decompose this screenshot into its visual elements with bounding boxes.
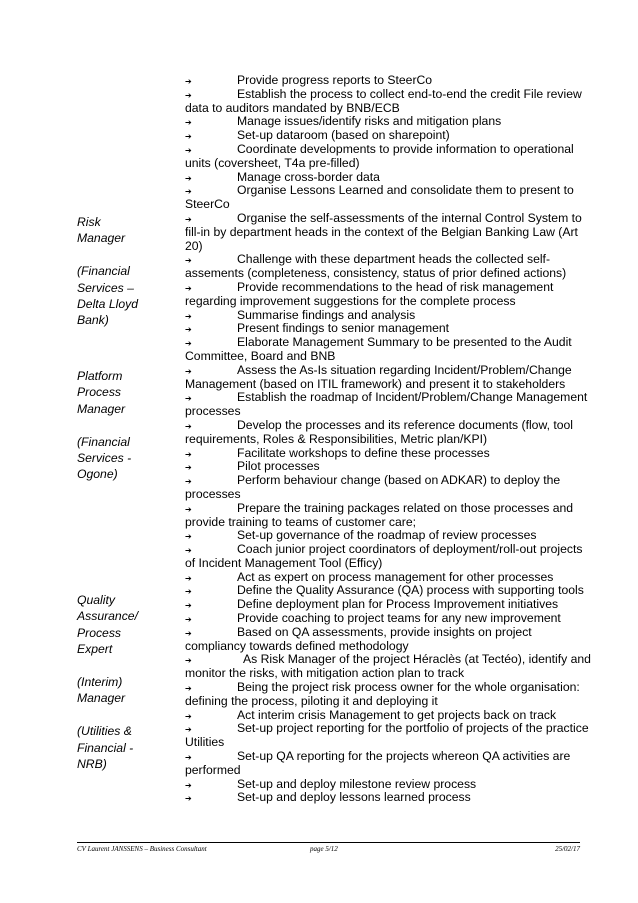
bullet-text-line: Establish the roadmap of Incident/Problem/Change Management bbox=[237, 390, 588, 405]
bullet-text-line: Being the project risk process owner for the whole organisation: bbox=[237, 680, 580, 695]
arrow-bullet-icon: ➔ bbox=[185, 711, 192, 721]
role-label-line: (Financial bbox=[77, 434, 130, 449]
bullet-text-line: defining the process, piloting it and deploying it bbox=[185, 693, 438, 708]
bullet-item bbox=[185, 171, 580, 185]
bullet-item bbox=[185, 709, 580, 723]
arrow-bullet-icon: ➔ bbox=[185, 132, 192, 142]
bullet-item bbox=[185, 583, 584, 598]
role-label bbox=[77, 368, 177, 483]
bullet-text-line: Facilitate workshops to define these processes bbox=[237, 445, 490, 460]
arrow-bullet-icon: ➔ bbox=[185, 601, 192, 611]
role-label-line: Ogone) bbox=[77, 467, 118, 482]
bullet-text-line: Organise the self-assessments of the internal Control System to bbox=[237, 210, 582, 225]
role-label-line bbox=[77, 417, 177, 433]
bullet-text-line: Develop the processes and its reference documents (flow, tool bbox=[237, 417, 574, 432]
role-label bbox=[77, 592, 177, 772]
bullet-item bbox=[185, 681, 580, 709]
bullet-item bbox=[185, 336, 580, 364]
bullet-text-line: Present findings to senior management bbox=[237, 321, 450, 336]
bullet-text-line: Management (based on ITIL framework) and present it to stakeholders bbox=[185, 376, 566, 391]
role-label-line: Expert bbox=[77, 642, 113, 657]
bullet-item bbox=[185, 184, 580, 212]
bullet-item bbox=[185, 474, 580, 502]
bullet-item bbox=[185, 721, 589, 750]
role-label-line bbox=[77, 658, 177, 674]
bullet-text-line: of Incident Management Tool (Efficy) bbox=[185, 555, 383, 570]
responsibilities-list bbox=[185, 73, 591, 805]
bullet-text-line: provide training to teams of customer care; bbox=[185, 514, 416, 529]
role-label-line: (Interim) bbox=[77, 675, 123, 690]
bullet-item bbox=[185, 652, 591, 681]
arrow-bullet-icon: ➔ bbox=[185, 366, 192, 376]
bullet-text-line: Define deployment plan for Process Improvement initiatives bbox=[237, 597, 559, 612]
arrow-bullet-icon: ➔ bbox=[185, 615, 192, 625]
bullet-item bbox=[185, 626, 580, 654]
bullet-text-line: Pilot processes bbox=[237, 459, 320, 474]
arrow-bullet-icon: ➔ bbox=[185, 753, 192, 763]
bullet-text-line: monitor the risks, with mitigation action plan to track bbox=[185, 666, 465, 681]
arrow-bullet-icon: ➔ bbox=[185, 794, 192, 804]
bullet-text-line: Elaborate Management Summary to be presented to the Audit bbox=[237, 335, 572, 350]
arrow-bullet-icon: ➔ bbox=[185, 628, 192, 638]
arrow-bullet-icon: ➔ bbox=[185, 325, 192, 335]
bullet-text-line: Manage issues/identify risks and mitigation plans bbox=[237, 114, 502, 129]
arrow-bullet-icon: ➔ bbox=[185, 532, 192, 542]
footer-page-number: page 5/12 bbox=[310, 845, 338, 853]
role-label-line: Platform bbox=[77, 369, 123, 383]
arrow-bullet-icon: ➔ bbox=[185, 77, 192, 86]
bullet-text-line: Provide recommendations to the head of risk management bbox=[237, 279, 554, 294]
role-label-line: (Financial bbox=[77, 264, 130, 279]
bullet-item bbox=[185, 778, 580, 792]
bullet-text-line: Based on QA assessments, provide insights on project bbox=[237, 624, 532, 639]
bullet-item bbox=[185, 598, 580, 612]
bullet-text-line: Set-up project reporting for the portfolio of projects of the practice bbox=[237, 721, 589, 736]
footer-date: 25/02/17 bbox=[555, 845, 580, 853]
role-label-line: Process bbox=[77, 625, 122, 640]
arrow-bullet-icon: ➔ bbox=[185, 394, 192, 404]
bullet-text-line: units (coversheet, T4a pre-filled) bbox=[185, 155, 360, 170]
role-label-line: Financial - bbox=[77, 740, 134, 755]
arrow-bullet-icon: ➔ bbox=[185, 546, 192, 556]
bullet-text-line: Set-up dataroom (based on sharepoint) bbox=[237, 128, 450, 143]
arrow-bullet-icon: ➔ bbox=[185, 90, 192, 100]
role-label-line: Process bbox=[77, 385, 122, 400]
bullet-item bbox=[185, 750, 580, 778]
arrow-bullet-icon: ➔ bbox=[185, 656, 192, 666]
bullet-text-line: Act interim crisis Management to get projects back on track bbox=[237, 707, 557, 722]
role-label-line: Services - bbox=[77, 451, 132, 466]
bullet-item bbox=[185, 419, 580, 447]
footer-author: CV Laurent JANSSENS – Business Consultant bbox=[77, 845, 207, 853]
arrow-bullet-icon: ➔ bbox=[185, 256, 192, 266]
bullet-text-line: As Risk Manager of the project Héraclès (at Tectéo), identify and bbox=[243, 652, 591, 667]
bullet-item bbox=[185, 529, 580, 543]
bullet-item bbox=[185, 612, 580, 626]
arrow-bullet-icon: ➔ bbox=[185, 118, 192, 128]
bullet-text-line: Set-up governance of the roadmap of review processes bbox=[237, 528, 537, 543]
bullet-text-line: Establish the process to collect end-to-end the credit File review bbox=[237, 86, 582, 101]
bullet-text-line: Perform behaviour change (based on ADKAR) to deploy the bbox=[237, 473, 561, 488]
role-label-line: Delta Lloyd bbox=[77, 297, 138, 312]
bullet-item bbox=[185, 88, 580, 116]
role-label-line: Manager bbox=[77, 401, 126, 416]
role-label-line: Manager bbox=[77, 691, 126, 706]
bullet-text-line: processes bbox=[185, 404, 241, 419]
bullet-text-line: Committee, Board and BNB bbox=[185, 348, 336, 363]
bullet-item bbox=[185, 364, 580, 392]
bullet-text-line: Coordinate developments to provide information to operational bbox=[237, 141, 574, 156]
role-label-line bbox=[77, 247, 177, 263]
bullet-item bbox=[185, 253, 580, 281]
bullet-text-line: fill-in by department heads in the context of the Belgian Banking Law (Art bbox=[185, 224, 578, 239]
role-label-line: Bank) bbox=[77, 313, 109, 328]
arrow-bullet-icon: ➔ bbox=[185, 187, 192, 197]
arrow-bullet-icon: ➔ bbox=[185, 339, 192, 349]
bullet-text-line: processes bbox=[185, 486, 241, 501]
arrow-bullet-icon: ➔ bbox=[185, 684, 192, 694]
role-label bbox=[77, 214, 177, 329]
bullet-text-line: Set-up and deploy lessons learned process bbox=[237, 790, 471, 805]
page-footer bbox=[77, 842, 580, 853]
arrow-bullet-icon: ➔ bbox=[185, 214, 192, 224]
role-label-line: NRB) bbox=[77, 757, 107, 772]
bullet-text-line: Manage cross-border data bbox=[237, 169, 380, 184]
role-label-line: (Utilities & bbox=[77, 724, 132, 739]
bullet-text-line: Set-up and deploy milestone review process bbox=[237, 776, 477, 791]
bullet-text-line: Provide progress reports to SteerCo bbox=[237, 73, 433, 87]
bullet-text-line: assements (completeness, consistency, status of prior defined actions) bbox=[185, 266, 567, 281]
arrow-bullet-icon: ➔ bbox=[185, 173, 192, 183]
role-label-line: Manager bbox=[77, 231, 126, 246]
bullet-text-line: 20) bbox=[185, 238, 203, 253]
role-label-line: Risk bbox=[77, 215, 101, 229]
bullet-item bbox=[185, 129, 580, 143]
bullet-text-line: Set-up QA reporting for the projects whereon QA activities are bbox=[237, 749, 571, 764]
bullet-item bbox=[185, 460, 580, 474]
bullet-item bbox=[185, 390, 588, 419]
bullet-text-line: Utilities bbox=[185, 735, 225, 750]
bullet-text-line: Act as expert on process management for other processes bbox=[237, 569, 554, 584]
role-label-line bbox=[77, 707, 177, 723]
bullet-text-line: Challenge with these department heads the collected self- bbox=[237, 252, 551, 267]
arrow-bullet-icon: ➔ bbox=[185, 421, 192, 431]
bullet-item bbox=[185, 115, 580, 129]
bullet-text-line: data to auditors mandated by BNB/ECB bbox=[185, 100, 400, 115]
bullet-item bbox=[185, 791, 580, 805]
bullet-item bbox=[185, 74, 580, 88]
arrow-bullet-icon: ➔ bbox=[185, 780, 192, 790]
bullet-text-line: Prepare the training packages related on those processes and bbox=[237, 500, 574, 515]
arrow-bullet-icon: ➔ bbox=[185, 504, 192, 514]
bullet-text-line: Coach junior project coordinators of deployment/roll-out projects bbox=[237, 542, 583, 557]
arrow-bullet-icon: ➔ bbox=[185, 463, 192, 473]
arrow-bullet-icon: ➔ bbox=[185, 449, 192, 459]
bullet-item bbox=[185, 502, 580, 530]
bullet-text-line: Summarise findings and analysis bbox=[237, 307, 416, 322]
bullet-text-line: Organise Lessons Learned and consolidate them to present to bbox=[237, 183, 574, 198]
bullet-item bbox=[185, 212, 580, 253]
bullet-text-line: Define the Quality Assurance (QA) process with supporting tools bbox=[237, 583, 584, 598]
bullet-text-line: Provide coaching to project teams for any new improvement bbox=[237, 611, 561, 626]
bullet-text-line: Assess the As-Is situation regarding Incident/Problem/Change bbox=[237, 362, 572, 377]
arrow-bullet-icon: ➔ bbox=[185, 587, 192, 597]
bullet-item bbox=[185, 571, 580, 585]
bullet-text-line: requirements, Roles & Responsibilities, Metric plan/KPI) bbox=[185, 431, 488, 446]
bullet-text-line: compliancy towards defined methodology bbox=[185, 638, 409, 653]
arrow-bullet-icon: ➔ bbox=[185, 311, 192, 321]
bullet-item bbox=[185, 281, 580, 309]
bullet-item bbox=[185, 143, 580, 171]
bullet-text-line: regarding improvement suggestions for the complete process bbox=[185, 293, 516, 308]
arrow-bullet-icon: ➔ bbox=[185, 573, 192, 583]
role-label-line: Services – bbox=[77, 280, 134, 295]
bullet-item bbox=[185, 309, 580, 323]
arrow-bullet-icon: ➔ bbox=[185, 725, 192, 735]
arrow-bullet-icon: ➔ bbox=[185, 145, 192, 155]
bullet-item bbox=[185, 322, 580, 336]
role-label-line: Assurance/ bbox=[77, 609, 138, 624]
role-label-line: Quality bbox=[77, 593, 115, 607]
arrow-bullet-icon: ➔ bbox=[185, 283, 192, 293]
arrow-bullet-icon: ➔ bbox=[185, 477, 192, 487]
bullet-item bbox=[185, 447, 580, 461]
bullet-item bbox=[185, 542, 583, 571]
bullet-text-line: SteerCo bbox=[185, 197, 230, 212]
bullet-text-line: performed bbox=[185, 762, 241, 777]
